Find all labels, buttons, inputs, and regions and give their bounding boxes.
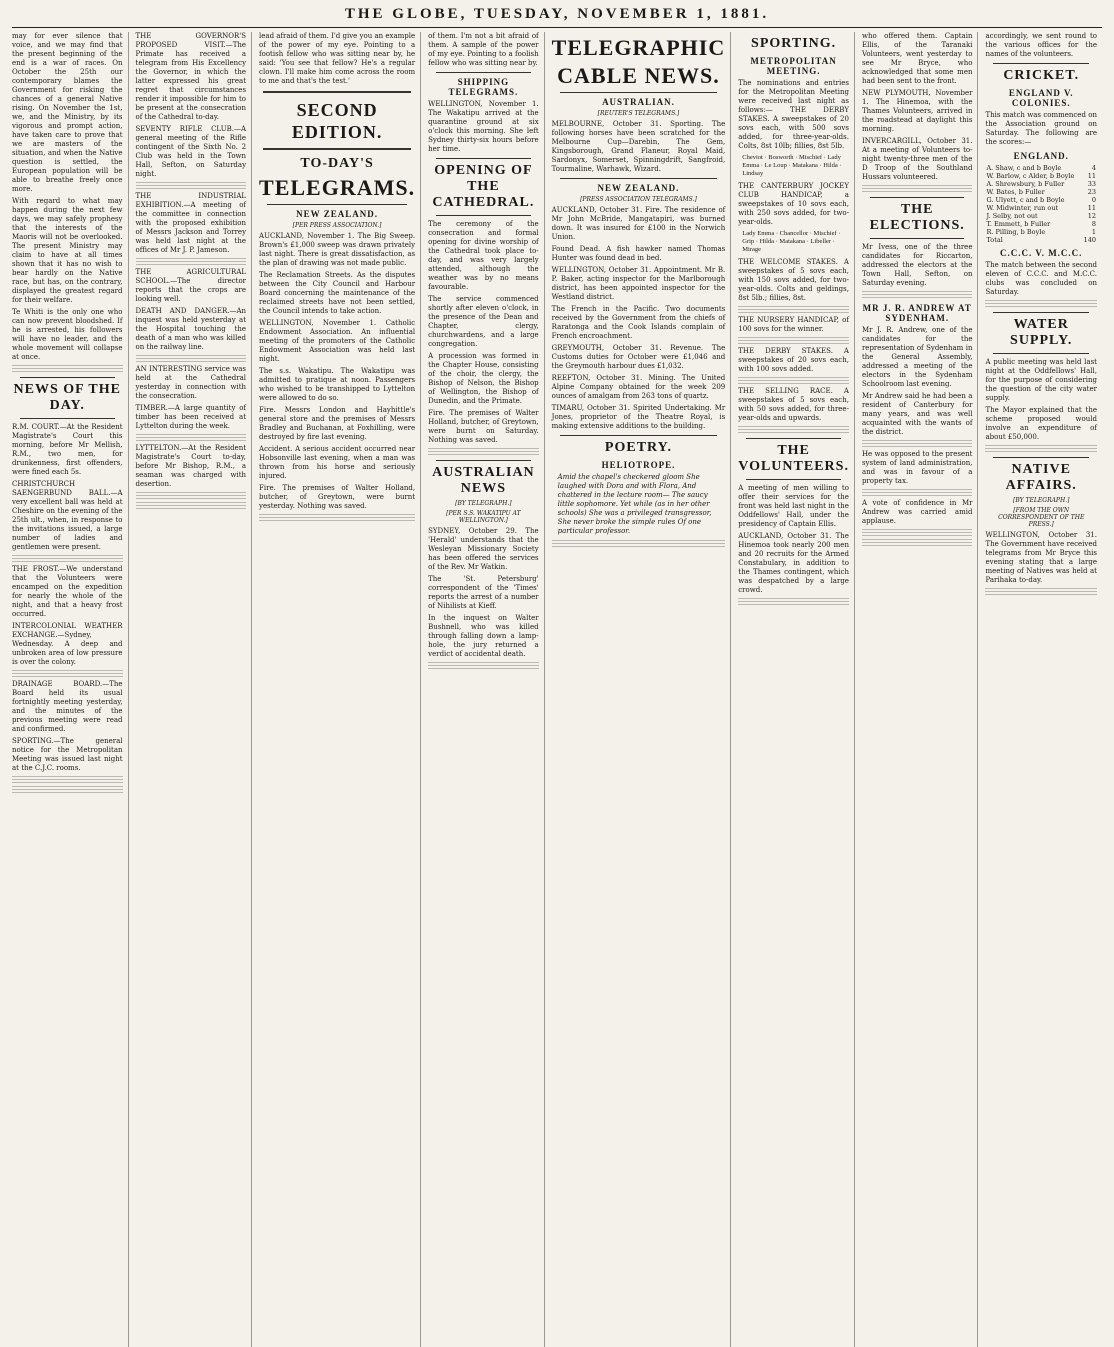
england-colonies-subheading: ENGLAND V. COLONIES. — [1008, 88, 1074, 108]
article-text: A public meeting was held last night at the Oddfellows' Hall, for the purpose of considering the question of the city water supply. — [985, 358, 1097, 402]
article-text: Fire. The premises of Walter Holland, butcher, of Greytown, were burnt on Saturday. Nothing was saved. — [428, 409, 539, 444]
todays-heading: TO-DAY'S — [300, 156, 374, 171]
batsman: G. Ulyett, c and b Boyle — [986, 196, 1065, 204]
text-filler — [862, 539, 973, 547]
article-text: THE DERBY STAKES. A sweepstakes of 20 sovs each, with 100 sovs added. — [738, 347, 849, 373]
total-row — [985, 236, 1097, 244]
score-row — [985, 164, 1097, 172]
article-text: A meeting of men willing to offer their services for the front was held last night in the Oddfellows' Hall, under the presidency of Captain Ellis. — [738, 484, 849, 528]
runs: 12 — [1087, 212, 1096, 220]
score-row — [985, 220, 1097, 228]
text-filler — [862, 185, 973, 193]
australian-subheading: AUSTRALIAN. — [602, 97, 675, 107]
article-text: The match between the second eleven of C.C.C. and M.C.C. clubs was concluded on Saturday. — [985, 261, 1097, 296]
article-text: A vote of confidence in Mr Andrew was carried amid applause. — [861, 499, 973, 525]
runs: 23 — [1087, 188, 1096, 196]
article-text: In the inquest on Walter Bushnell, who was killed through falling down a lamp-hole, the jury returned a verdict of accidental death. — [428, 614, 539, 658]
cable-news-heading: CABLE NEWS. — [557, 63, 720, 88]
divider — [746, 438, 841, 439]
score-row — [985, 204, 1097, 212]
article-text: lead afraid of them. I'd give you an example of the power of my eye. Pointing to a footish fellow who was sitting near by, he said: 'You see that fellow? He's a regular clown. I'll make him come across the room to me and that's the test.' — [259, 32, 416, 85]
runs: 11 — [1087, 172, 1096, 180]
batsman: T. Emmett, b Fuller — [986, 220, 1051, 228]
runs: 33 — [1087, 180, 1096, 188]
runs: 4 — [1091, 164, 1096, 172]
poem-text: Amid the chapel's checkered gloom She laughed with Dora and with Flora, And chattered in the lecture room— The saucy little sophomore. Yet while (as in her other schools) She was a privileged transgressor, She never broke the simple rules Of one particular professor. — [557, 473, 712, 535]
metropolitan-subheading: METROPOLITAN MEETING. — [750, 56, 837, 76]
text-filler — [136, 502, 247, 510]
divider — [746, 479, 841, 480]
new-zealand-subheading: NEW ZEALAND. — [597, 183, 680, 193]
runs: 0 — [1091, 196, 1096, 204]
article-text: Fire. Messrs London and Hayhittle's general store and the premises of Messrs Bradley and Buchanan, at Foxhilling, were destroyed by fire last evening. — [259, 406, 416, 441]
text-filler — [738, 426, 849, 434]
text-filler — [12, 670, 123, 678]
article-text: DEATH AND DANGER.—An inquest was held yesterday at the Hospital touching the death of a man who was killed on the railway line. — [135, 307, 247, 351]
column-1 — [12, 32, 129, 1347]
article-text: Fire. The premises of Walter Holland, butcher, of Greytown, were burnt yesterday. Nothing was saved. — [259, 484, 416, 510]
column-5 — [552, 32, 732, 1347]
article-text: THE INDUSTRIAL EXHIBITION.—A meeting of the committee in connection with the proposed exhibition of Messrs Jackson and Torrey was held last night at the offices of Mr J. P. Jameson. — [135, 192, 247, 254]
water-supply-heading: WATER SUPPLY. — [1010, 317, 1073, 348]
article-text: TIMBER.—A large quantity of timber has been received at Lyttelton during the week. — [135, 404, 247, 430]
divider — [993, 63, 1089, 64]
text-filler — [12, 786, 123, 794]
article-text: DRAINAGE BOARD.—The Board held its usual fortnightly meeting yesterday, and the minutes of the previous meeting were read and confirmed. — [12, 680, 123, 733]
article-text: AN INTERESTING service was held at the Cathedral yesterday in connection with the consecration. — [135, 365, 247, 400]
article-text: INTERCOLONIAL WEATHER EXCHANGE.—Sydney, Wednesday. A deep and unbroken area of low pressure is over the colony. — [12, 622, 123, 666]
scorecard — [985, 164, 1097, 244]
australian-news-heading: AUSTRALIAN NEWS — [432, 465, 535, 496]
article-text: accordingly, we sent round to the various offices for the names of the volunteers. — [985, 32, 1097, 58]
text-filler — [428, 662, 539, 670]
poetry-heading: POETRY. — [604, 440, 672, 455]
telegraphic-heading: TELEGRAPHIC — [551, 35, 726, 60]
divider — [560, 435, 718, 436]
team-heading: ENGLAND. — [1013, 151, 1069, 161]
article-text: CHRISTCHURCH SAENGERBUND BALL.—A very excellent ball was held at Cheshire on the evening of the 25th ult., when, in response to the invitations issued, a large number of ladies and gentlemen were present. — [12, 480, 123, 551]
article-text: THE NURSERY HANDICAP, of 100 sovs for the winner. — [738, 316, 849, 333]
score-row — [985, 228, 1097, 236]
batsman: W. Barlow, c Alder, b Boyle — [986, 172, 1075, 180]
article-text: who offered them. Captain Ellis, of the Taranaki Volunteers, went yesterday to see Mr Bryce, who acknowledged that some men had been sent to the front. — [861, 32, 973, 85]
article-text: With regard to what may happen during the next few days, we may safely prophesy that the interests of the Maoris will not be overlooked. The present Ministry may claim to have at all times shown that it has no wish to bear hardly on the Native race, but has, on the contrary, displayed the greatest regard for their welfare. — [12, 197, 123, 304]
column-2 — [136, 32, 253, 1347]
column-8 — [985, 32, 1102, 1347]
article-text: SEVENTY RIFLE CLUB.—A general meeting of the Rifle contingent of the Sixth No. 2 Club was held in the Town Hall, Sefton, on Saturday night. — [135, 125, 247, 178]
text-filler — [862, 529, 973, 537]
new-zealand-subheading: NEW ZEALAND. — [296, 209, 378, 219]
ccc-mcc-subheading: C.C.C. V. M.C.C. — [1000, 248, 1083, 258]
article-text: The service commenced shortly after eleven o'clock, in the presence of the Dean and Chapter, clergy, churchwardens, and a large congregation. — [428, 295, 539, 348]
article-text: may for ever silence that voice, and we may find that the present beginning of the end is a war of races. On October the 25th our contemporary blames the Government for risking the chances of a general Native rising. On November the 1st, we, and the Ministry, by its vigorous and prompt action, have taken care to prove that we are masters of the situation, and when the Native question is settled, the European population will be able to breathe freely once more. — [12, 32, 123, 193]
article-text: AUCKLAND, October 31. The Hinemoa took nearly 200 men and 20 recruits for the Armed Constabulary, in addition to the Thames contingent, which was despatched by a large crowd. — [738, 532, 849, 594]
volunteers-heading: THE VOLUNTEERS. — [738, 443, 849, 474]
runs: 8 — [1091, 220, 1096, 228]
score-row — [985, 180, 1097, 188]
article-text: AUCKLAND, November 1. The Big Sweep. Brown's £1,000 sweep was drawn privately last night. There is great dissatisfaction, as the plan of drawing was not made public. — [259, 232, 416, 267]
double-divider — [263, 148, 411, 151]
text-filler — [12, 555, 123, 563]
article-text: MELBOURNE, October 31. Sporting. The following horses have been scratched for the Melbourne Cup—Darebin, The Gem, Kingsborough, Grand Flaneur, Royal Maid, Sardonyx, Somerset, Spinningdrift, Sangfroid, Tourmaline, Warhawk, Wizard. — [551, 120, 726, 173]
article-text: Mr J. R. Andrew, one of the candidates for the representation of Sydenham in the General Assembly, addressed a meeting of the electors in the Sydenham Schoolroom last evening. — [861, 326, 973, 388]
article-text: Mr Andrew said he had been a resident of Canterbury for many years, and was well acquainted with the wants of the district. — [861, 392, 973, 436]
text-filler — [862, 291, 973, 299]
column-7 — [862, 32, 979, 1347]
text-filler — [738, 337, 849, 345]
byline: [PER S.S. WAKATIPU AT WELLINGTON.] — [446, 510, 521, 524]
score-row — [985, 188, 1097, 196]
article-text: WELLINGTON, November 1. Catholic Endowment Association. An influential meeting of the promoters of the Catholic Endowment Association was held last night. — [259, 319, 416, 363]
text-filler — [985, 588, 1097, 596]
byline: [FROM THE OWN CORRESPONDENT OF THE PRESS.] — [998, 507, 1085, 528]
article-text: INVERCARGILL, October 31. At a meeting of Volunteers to-night twenty-three men of the D Troop of the Southland Hussars volunteered. — [861, 137, 973, 181]
byline: [BY TELEGRAPH.] — [1013, 497, 1070, 504]
article-text: AUCKLAND, October 31. Fire. The residence of Mr John McBride, Mangatapiri, was burned down. It was insured for £100 in the Norwich Union. — [551, 206, 726, 241]
text-filler — [738, 377, 849, 385]
text-filler — [136, 434, 247, 442]
batsman: J. Selby, not out — [986, 212, 1038, 220]
article-text: Accident. A serious accident occurred near Hobsonville last evening, when a man was thrown from his horse and seriously injured. — [259, 445, 416, 480]
article-text: WELLINGTON, October 31. The Government have received telegrams from Mr Bryce this evening stating that a large meeting of Natives was held at Parihaka to-day. — [985, 531, 1097, 584]
text-filler — [738, 598, 849, 606]
double-divider — [263, 91, 411, 94]
entries-list: Cheviot · Bosworth · Mischief · Lady Emma · Le Loup · Matakana · Hilda · Lindsay — [742, 154, 842, 177]
text-filler — [738, 306, 849, 314]
article-text: THE WELCOME STAKES. A sweepstakes of 5 sovs each, with 150 sovs added, for two-year-olds. Colts and geldings, 8st 5lb.; fillies, 8st. — [738, 258, 849, 302]
native-affairs-heading: NATIVE AFFAIRS. — [1005, 462, 1077, 493]
total-label: Total — [986, 236, 1003, 244]
article-text: THE FROST.—We understand that the Volunteers were encamped on the expedition for nearly the whole of the night, and that a heavy frost occurred. — [12, 565, 123, 618]
article-text: THE AGRICULTURAL SCHOOL.—The director reports that the crops are looking well. — [135, 268, 247, 303]
article-text: SYDNEY, October 29. The 'Herald' understands that the Wesleyan Missionary Society has been offered the services of the Rev. Mr Watkin. — [428, 527, 539, 571]
byline: [REUTER'S TELEGRAMS.] — [597, 110, 680, 117]
text-filler — [136, 355, 247, 363]
article-text: The French in the Pacific. Two documents received by the Government from the chiefs of Raratonga and the Cook Islands complain of French encroachment. — [551, 305, 726, 340]
article-text: This match was commenced on the Association ground on Saturday. The following are the scores:— — [985, 111, 1097, 146]
article-text: SPORTING.—The general notice for the Metropolitan Meeting was issued last night at the C.J.C. rooms. — [12, 737, 123, 772]
text-filler — [12, 776, 123, 784]
telegrams-heading: TELEGRAMS. — [259, 175, 416, 200]
text-filler — [428, 448, 539, 456]
divider — [870, 238, 965, 239]
total-runs: 140 — [1083, 236, 1096, 244]
cricket-heading: CRICKET. — [1003, 68, 1080, 83]
article-text: A procession was formed in the Chapter House, consisting of the choir, the clergy, the Bishop of Nelson, the Bishop of Wellington, the Bishop of Dunedin, and the Primate. — [428, 352, 539, 405]
article-text: The ceremony of the consecration and formal opening for divine worship of the Cathedral took place to-day, and was very largely attended, although the weather was by no means favourable. — [428, 220, 539, 291]
article-text: WELLINGTON, November 1. The Wakatipu arrived at the quarantine ground at six o'clock this morning. She left Sydney thirty-six hours before her time. — [428, 100, 539, 153]
text-filler — [136, 182, 247, 190]
second-edition-heading: SECOND EDITION. — [291, 100, 383, 142]
runs: 1 — [1091, 228, 1096, 236]
article-text: The Reclamation Streets. As the disputes between the City Council and Harbour Board concerning the maintenance of the reclaimed streets have not been settled, the Council intends to take action. — [259, 271, 416, 315]
runs: 11 — [1087, 204, 1096, 212]
shipping-heading: SHIPPING TELEGRAMS. — [448, 77, 519, 97]
article-text: Te Whiti is the only one who can now prevent bloodshed. If he is arrested, his followers will have no leader, and the whole movement will collapse at once. — [12, 308, 123, 361]
byline: [PRESS ASSOCIATION TELEGRAMS.] — [580, 196, 697, 203]
divider — [436, 215, 531, 216]
batsman: R. Pilling, b Boyle — [986, 228, 1046, 236]
text-filler — [862, 440, 973, 448]
score-row — [985, 172, 1097, 180]
text-filler — [985, 445, 1097, 453]
batsman: A. Shaw, c and b Boyle — [986, 164, 1062, 172]
divider — [436, 72, 531, 73]
score-row — [985, 196, 1097, 204]
sydenham-subheading: MR J. R. ANDREW AT SYDENHAM. — [862, 303, 972, 323]
article-text: LYTTELTON.—At the Resident Magistrate's Court to-day, before Mr Bishop, R.M., a seaman was charged with desertion. — [135, 444, 247, 488]
divider — [436, 460, 531, 461]
article-text: REEFTON, October 31. Mining. The United Alpine Company obtained for the week 209 ounces of amalgam from 263 tons of quartz. — [551, 374, 726, 400]
divider — [993, 312, 1089, 313]
column-4 — [428, 32, 545, 1347]
news-of-the-day-heading: NEWS OF THE DAY. — [13, 382, 121, 413]
divider — [267, 204, 407, 205]
text-filler — [136, 492, 247, 500]
masthead: THE GLOBE, TUESDAY, NOVEMBER 1, 1881. — [12, 6, 1102, 28]
article-text: Found Dead. A fish hawker named Thomas Hunter was found dead in bed. — [551, 245, 726, 262]
text-filler — [12, 365, 123, 373]
divider — [20, 418, 115, 419]
columns — [12, 32, 1102, 1347]
article-text: WELLINGTON, October 31. Appointment. Mr B. P. Baker, acting inspector for the Marlborough district, has been appointed inspector for the Westland district. — [551, 266, 726, 301]
article-text: NEW PLYMOUTH, November 1. The Hinemoa, with the Thames Volunteers, arrived in the roadstead at daylight this morning. — [861, 89, 973, 133]
divider — [870, 197, 965, 198]
score-row — [985, 212, 1097, 220]
divider — [560, 92, 718, 93]
sporting-heading: SPORTING. — [751, 36, 837, 51]
article-text: THE SELLING RACE. A sweepstakes of 5 sovs each, with 50 sovs added, for three-year-olds and upwards. — [738, 387, 849, 422]
text-filler — [985, 300, 1097, 308]
article-text: Mr Ivess, one of the three candidates for Riccarton, addressed the electors at the Town Hall, Sefton, on Saturday evening. — [861, 243, 973, 287]
divider — [993, 353, 1089, 354]
article-text: The 'St. Petersburg' correspondent of the 'Times' reports the arrest of a number of Nihilists at Kieff. — [428, 575, 539, 610]
batsman: W. Bates, b Fuller — [986, 188, 1045, 196]
column-6 — [738, 32, 855, 1347]
batsman: A. Shrewsbury, b Fuller — [986, 180, 1065, 188]
batsman: W. Midwinter, run out — [986, 204, 1059, 212]
byline: [PER PRESS ASSOCIATION.] — [292, 222, 382, 229]
article-text: THE CANTERBURY JOCKEY CLUB HANDICAP, a sweepstakes of 10 sovs each, with 250 sovs added, for two-year-olds. — [738, 182, 849, 226]
entries-list: Lady Emma · Chancellor · Mischief · Grip · Hilda · Matakana · Libeller · Mirage — [742, 230, 841, 253]
divider — [993, 457, 1089, 458]
text-filler — [862, 489, 973, 497]
article-text: The s.s. Wakatipu. The Wakatipu was admitted to pratique at noon. Passengers who wished to be transhipped to Lyttelton were allowed to do so. — [259, 367, 416, 402]
byline: [BY TELEGRAPH.] — [455, 500, 512, 507]
article-text: GREYMOUTH, October 31. Revenue. The Customs duties for October were £1,046 and the Greymouth harbour dues £1,032. — [551, 344, 726, 370]
text-filler — [259, 514, 415, 522]
article-text: The Mayor explained that the scheme proposed would involve an expenditure of about £50,000. — [985, 406, 1097, 441]
article-text: of them. I'm not a bit afraid of them. A sample of the power of my eye. Pointing to a foolish fellow who was sitting near by. — [428, 32, 539, 67]
column-3 — [259, 32, 421, 1347]
elections-heading: THE ELECTIONS. — [869, 202, 965, 233]
divider — [436, 158, 531, 159]
article-text: R.M. COURT.—At the Resident Magistrate's Court this morning, before Mr Mellish, R.M., two men, for drunkenness, first offenders, were fined each 5s. — [12, 423, 123, 476]
article-text: THE GOVERNOR'S PROPOSED VISIT.—The Primate has received a telegram from His Excellency the Governor, in which the latter expressed his great regret that circumstances render it impossible for him to be present at the consecration of the Cathedral to-day. — [135, 32, 247, 121]
cathedral-heading: OPENING OF THE CATHEDRAL. — [432, 163, 535, 210]
text-filler — [552, 540, 726, 548]
article-text: He was opposed to the present system of land administration, and was in favour of a property tax. — [861, 450, 973, 485]
article-text: The nominations and entries for the Metropolitan Meeting were received last night as follows:— THE DERBY STAKES. A sweepstakes of 20 sovs each, with 500 sovs added, for three-year-olds. Colts, 8st 10lb; fillies, 8st 5lb. — [738, 79, 849, 150]
article-text: TIMARU, October 31. Spirited Undertaking. Mr Jones, proprietor of the Theatre Royal, is making extensive additions to the building. — [551, 404, 726, 430]
text-filler — [136, 258, 247, 266]
poem-title: HELIOTROPE. — [601, 460, 676, 470]
divider — [560, 178, 718, 179]
divider — [20, 377, 115, 378]
